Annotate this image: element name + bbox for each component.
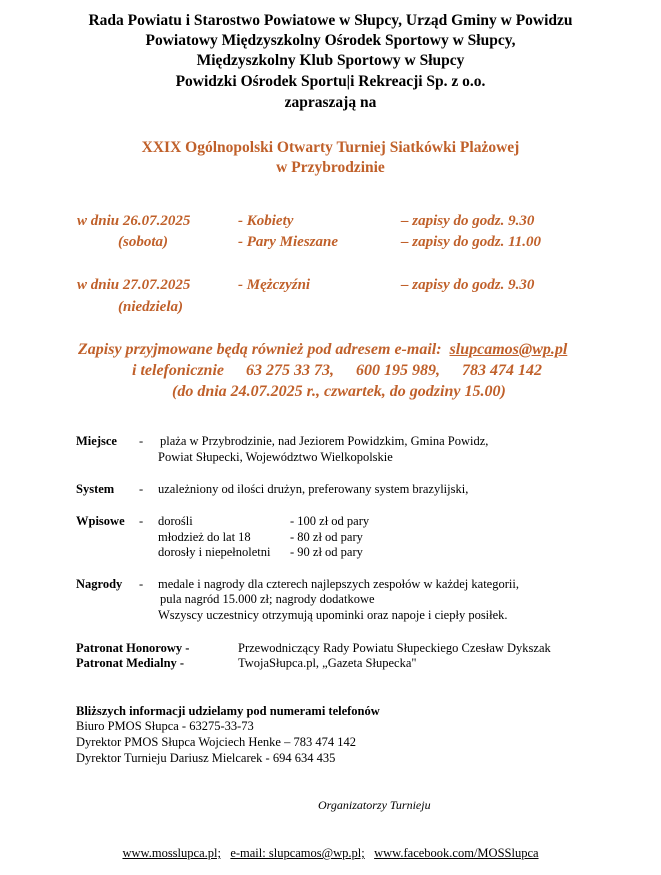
email-prefix: Zapisy przyjmowane będą również pod adresem e-mail:	[78, 341, 442, 358]
system-text: uzależniony od ilości drużyn, preferowany system brazylijski,	[158, 482, 469, 496]
registration-deadline: (do dnia 24.07.2025 r., czwartek, do godziny 15.00)	[172, 383, 506, 400]
awards-line-1: medale i nagrody dla czterech najlepszych zespołów w każdej kategorii,	[158, 577, 519, 591]
footer-links	[0, 846, 661, 861]
system-label: System	[76, 482, 115, 496]
phone-2: 600 195 989,	[355, 362, 440, 379]
place-line-1: plaża w Przybrodzinie, nad Jeziorem Powidzkim, Gmina Powidz,	[160, 434, 489, 448]
fee-price-adults: - 100 zł od pary	[290, 514, 370, 528]
day2-men-time: – zapisy do godz. 9.30	[401, 277, 535, 293]
fee-name-mixed-age: dorosły i niepełnoletni	[158, 545, 271, 559]
footer-website-link[interactable]: www.mosslupca.pl;	[122, 846, 221, 860]
header-line-3: Międzyszkolny Klub Sportowy w Słupcy	[196, 52, 465, 69]
day2-weekday: (niedziela)	[118, 299, 183, 315]
fee-name-adults: dorośli	[158, 514, 193, 528]
organizers-signature: Organizatorzy Turnieju	[318, 798, 431, 812]
phone-line	[132, 360, 542, 381]
header-line-4: Powidzki Ośrodek Sportu|i Rekreacji Sp. z o.o.	[175, 73, 486, 90]
info-line-tournament-director: Dyrektor Turnieju Dariusz Mielcarek - 694 634 435	[76, 751, 336, 765]
day1-category-mixed: - Pary Mieszane	[238, 234, 338, 250]
info-line-office: Biuro PMOS Słupca - 63275-33-73	[76, 719, 254, 733]
system-separator: -	[139, 482, 144, 496]
tournament-location: w Przybrodzinie	[276, 159, 385, 176]
awards-label: Nagrody	[76, 577, 123, 591]
honor-patronage-label: Patronat Honorowy -	[76, 641, 190, 655]
footer-email-link[interactable]: e-mail: slupcamos@wp.pl;	[230, 846, 365, 860]
phone-3: 783 474 142	[461, 362, 542, 379]
tournament-title: XXIX Ogólnopolski Otwarty Turniej Siatkówki Plażowej	[141, 139, 520, 156]
awards-separator: -	[139, 577, 144, 591]
day1-date: w dniu 26.07.2025	[77, 213, 191, 229]
info-line-director: Dyrektor PMOS Słupca Wojciech Henke – 783 474 142	[76, 735, 356, 749]
fee-price-youth: - 80 zł od pary	[290, 530, 363, 544]
footer-facebook-link[interactable]: www.facebook.com/MOSSlupca	[374, 846, 539, 860]
fee-price-mixed-age: - 90 zł od pary	[290, 545, 363, 559]
day1-weekday: (sobota)	[118, 234, 168, 250]
day1-women-time: – zapisy do godz. 9.30	[401, 213, 535, 229]
day1-mixed-time: – zapisy do godz. 11.00	[401, 234, 542, 250]
media-patronage-label: Patronat Medialny -	[76, 656, 185, 670]
header-line-1: Rada Powiatu i Starostwo Powiatowe w Słupcy, Urząd Gminy w Powidzu	[88, 12, 573, 29]
email-link[interactable]: slupcamos@wp.pl	[449, 341, 568, 358]
media-patronage-text: TwojaSłupca.pl, „Gazeta Słupecka"	[238, 656, 417, 670]
place-separator: -	[139, 434, 144, 448]
day1-category-women: - Kobiety	[238, 213, 294, 229]
header-line-2: Powiatowy Międzyszkolny Ośrodek Sportowy w Słupcy,	[145, 32, 516, 49]
awards-line-2: pula nagród 15.000 zł; nagrody dodatkowe	[160, 592, 375, 606]
phone-1: 63 275 33 73,	[245, 362, 334, 379]
place-line-2: Powiat Słupecki, Województwo Wielkopolskie	[158, 450, 393, 464]
honor-patronage-text: Przewodniczący Rady Powiatu Słupeckiego Czesław Dykszak	[238, 641, 551, 655]
place-label: Miejsce	[76, 434, 117, 448]
awards-line-3: Wszyscy uczestnicy otrzymują upominki oraz napoje i ciepły posiłek.	[158, 608, 508, 622]
day2-date: w dniu 27.07.2025	[77, 277, 191, 293]
fee-name-youth: młodzież do lat 18	[158, 530, 251, 544]
fee-label: Wpisowe	[76, 514, 125, 528]
phone-label: i telefonicznie	[132, 362, 224, 379]
fee-separator: -	[139, 514, 144, 528]
info-heading: Bliższych informacji udzielamy pod numerami telefonów	[76, 704, 380, 718]
email-line	[78, 339, 567, 360]
day2-category-men: - Mężczyźni	[238, 277, 311, 293]
header-line-5: zapraszają na	[284, 94, 377, 111]
